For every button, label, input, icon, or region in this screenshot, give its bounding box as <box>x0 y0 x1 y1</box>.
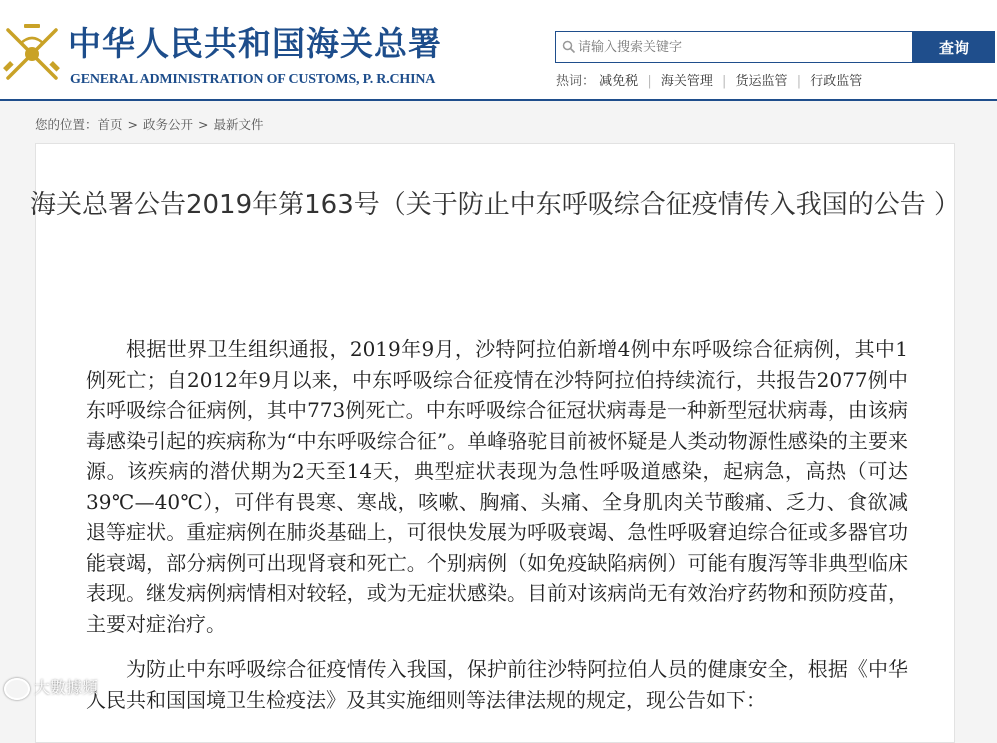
article-paragraph: 根据世界卫生组织通报，2019年9月，沙特阿拉伯新增4例中东呼吸综合征病例，其中1例死亡；自2012年9月以来，中东呼吸综合征疫情在沙特阿拉伯持续流行，共报告2077例中东呼吸综合征病例，其中773例死亡。中东呼吸综合征冠状病毒是一种新型冠状病毒，由该病毒感染引起的疾病称为“中东呼吸综合征”。单峰骆驼目前被怀疑是人类动物源性感染的主要来源。该疾病的潜伏期为2天至14天，典型症状表现为急性呼吸道感染，起病急，高热（可达39℃—40℃），可伴有畏寒、寒战，咳嗽、胸痛、头痛、全身肌肉关节酸痛、乏力、食欲减退等症状。重症病例在肺炎基础上，可很快发展为呼吸衰竭、急性呼吸窘迫综合征或多器官功能衰竭，部分病例可出现肾衰和死亡。个别病例（如免疫缺陷病例）可能有腹泻等非典型临床表现。继发病例病情相对较轻，或为无症状感染。目前对该病尚无有效治疗药物和预防疫苗，主要对症治疗。 <box>86 337 908 636</box>
search-icon <box>562 40 576 54</box>
hot-word-divider: | <box>796 74 802 89</box>
article-body <box>86 334 908 715</box>
watermark-text: 大數據頻 <box>34 678 99 697</box>
hot-words <box>556 70 862 89</box>
hot-word-divider: | <box>722 74 727 89</box>
hot-word-link[interactable]: 货运监管 <box>735 74 788 89</box>
breadcrumb-home[interactable]: 首页 <box>97 117 123 132</box>
breadcrumb-latest-docs[interactable]: 最新文件 <box>213 117 264 132</box>
customs-emblem-icon[interactable] <box>0 22 64 86</box>
hot-word-link[interactable]: 减免税 <box>599 74 639 89</box>
site-title[interactable]: 中华人民共和国海关总署 <box>68 24 442 63</box>
article-paragraph: 为防止中东呼吸综合征疫情传入我国，保护前往沙特阿拉伯人员的健康安全，根据《中华人民共和国国境卫生检疫法》及其实施细则等法律法规的规定，现公告如下： <box>86 657 908 712</box>
hot-word-divider: | <box>647 74 652 89</box>
article-title: 海关总署公告2019年第163号（关于防止中东呼吸综合征疫情传入我国的公告 ） <box>29 190 961 220</box>
breadcrumb-prefix: 您的位置： <box>35 117 98 132</box>
hot-word-link[interactable]: 行政监管 <box>810 74 863 89</box>
header-divider <box>0 99 997 101</box>
watermark <box>4 675 98 700</box>
hot-words-label: 热词： <box>556 74 596 89</box>
site-subtitle: GENERAL ADMINISTRATION OF CUSTOMS, P. R.CHINA <box>70 72 436 87</box>
breadcrumb <box>35 115 264 133</box>
search-input[interactable] <box>578 32 908 62</box>
site-header <box>0 0 997 99</box>
search-button[interactable]: 查询 <box>913 31 995 63</box>
breadcrumb-separator: > <box>198 117 209 132</box>
hot-word-link[interactable]: 海关管理 <box>660 74 713 89</box>
search-box <box>555 31 913 63</box>
watermark-logo-icon <box>4 678 30 700</box>
breadcrumb-separator: > <box>127 117 139 132</box>
breadcrumb-gov-affairs[interactable]: 政务公开 <box>143 117 194 132</box>
